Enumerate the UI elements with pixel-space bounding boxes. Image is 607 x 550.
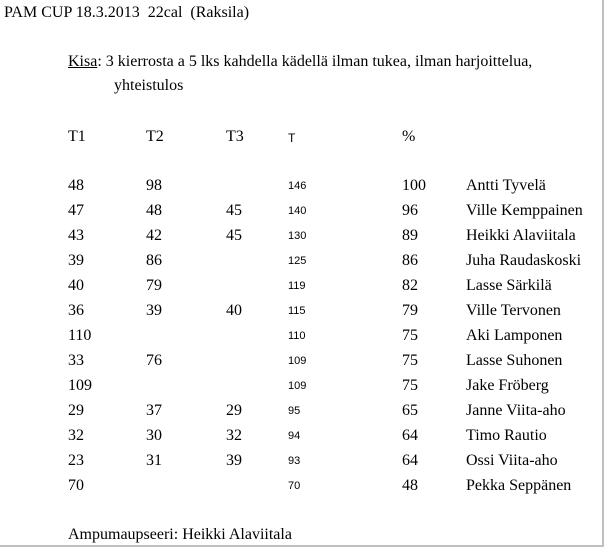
result-t1: 23 — [68, 452, 84, 469]
result-t3: 39 — [226, 452, 242, 469]
result-name: Antti Tyvelä — [466, 177, 546, 194]
competition-label: Kisa — [68, 53, 98, 70]
header-percent: % — [402, 128, 416, 145]
range-officer: Ampumaupseeri: Heikki Alaviitala — [68, 526, 292, 543]
result-name: Juha Raudaskoski — [466, 252, 582, 269]
table-row — [0, 427, 607, 452]
result-t1: 47 — [68, 202, 84, 219]
result-name: Ville Tervonen — [466, 302, 561, 319]
result-total: 115 — [288, 305, 306, 317]
result-t3: 32 — [226, 427, 242, 444]
result-t1: 109 — [68, 377, 92, 394]
competition-description — [68, 53, 532, 71]
result-total: 125 — [288, 255, 307, 267]
result-total: 110 — [288, 330, 306, 342]
result-t2: 48 — [146, 202, 162, 219]
result-name: Lasse Särkilä — [466, 277, 552, 294]
result-name: Pekka Seppänen — [466, 477, 572, 494]
result-t2: 76 — [146, 352, 162, 369]
result-name: Ossi Viita-aho — [466, 452, 558, 469]
result-t2: 31 — [146, 452, 162, 469]
result-percent: 82 — [402, 277, 418, 294]
result-percent: 65 — [402, 402, 418, 419]
result-t1: 36 — [68, 302, 84, 319]
result-t2: 98 — [146, 177, 162, 194]
result-t1: 33 — [68, 352, 84, 369]
table-row — [0, 352, 607, 377]
result-percent: 96 — [402, 202, 418, 219]
result-percent: 79 — [402, 302, 418, 319]
header-t2: T2 — [146, 128, 164, 145]
header-t1: T1 — [68, 128, 86, 145]
header-total: T — [288, 131, 296, 145]
result-t1: 40 — [68, 277, 84, 294]
result-t1: 39 — [68, 252, 84, 269]
result-percent: 75 — [402, 352, 418, 369]
result-t2: 37 — [146, 402, 162, 419]
result-t3: 29 — [226, 402, 242, 419]
result-total: 109 — [288, 355, 307, 367]
result-total: 93 — [288, 455, 301, 467]
result-name: Janne Viita-aho — [466, 402, 566, 419]
result-t3: 45 — [226, 227, 242, 244]
result-t1: 110 — [68, 327, 92, 344]
result-total: 70 — [288, 480, 301, 492]
result-percent: 89 — [402, 227, 418, 244]
result-total: 130 — [288, 230, 307, 242]
result-t1: 70 — [68, 477, 84, 494]
table-row — [0, 252, 607, 277]
result-t2: 39 — [146, 302, 162, 319]
result-t1: 29 — [68, 402, 84, 419]
result-t2: 86 — [146, 252, 162, 269]
result-t1: 48 — [68, 177, 84, 194]
result-name: Heikki Alaviitala — [466, 227, 576, 244]
result-name: Aki Lamponen — [466, 327, 563, 344]
result-percent: 86 — [402, 252, 418, 269]
table-row — [0, 227, 607, 252]
table-row — [0, 177, 607, 202]
result-total: 94 — [288, 430, 301, 442]
table-row — [0, 452, 607, 477]
result-t1: 43 — [68, 227, 84, 244]
result-t2: 79 — [146, 277, 162, 294]
competition-description-line1: : 3 kierrosta a 5 lks kahdella kädellä ilman tukea, ilman harjoittelua, — [97, 53, 533, 70]
table-row — [0, 277, 607, 302]
result-total: 140 — [288, 205, 307, 217]
result-percent: 75 — [402, 377, 418, 394]
result-percent: 100 — [402, 177, 426, 194]
result-name: Lasse Suhonen — [466, 352, 563, 369]
result-total: 109 — [288, 380, 307, 392]
table-row — [0, 327, 607, 352]
page-title: PAM CUP 18.3.2013 22cal (Raksila) — [4, 4, 250, 21]
result-name: Jake Fröberg — [466, 377, 549, 394]
result-t3: 40 — [226, 302, 242, 319]
header-t3: T3 — [226, 128, 244, 145]
competition-description-line2: yhteistulos — [114, 77, 184, 94]
result-name: Ville Kemppainen — [466, 202, 583, 219]
result-name: Timo Rautio — [466, 427, 547, 444]
table-row — [0, 477, 607, 502]
table-row — [0, 202, 607, 227]
result-t2: 30 — [146, 427, 162, 444]
result-percent: 48 — [402, 477, 418, 494]
table-row — [0, 377, 607, 402]
result-t3: 45 — [226, 202, 242, 219]
result-percent: 64 — [402, 427, 418, 444]
result-t2: 42 — [146, 227, 162, 244]
result-percent: 64 — [402, 452, 418, 469]
result-total: 95 — [288, 405, 301, 417]
result-total: 119 — [288, 280, 306, 292]
table-row — [0, 302, 607, 327]
table-row — [0, 402, 607, 427]
result-percent: 75 — [402, 327, 418, 344]
result-t1: 32 — [68, 427, 84, 444]
result-total: 146 — [288, 180, 307, 192]
